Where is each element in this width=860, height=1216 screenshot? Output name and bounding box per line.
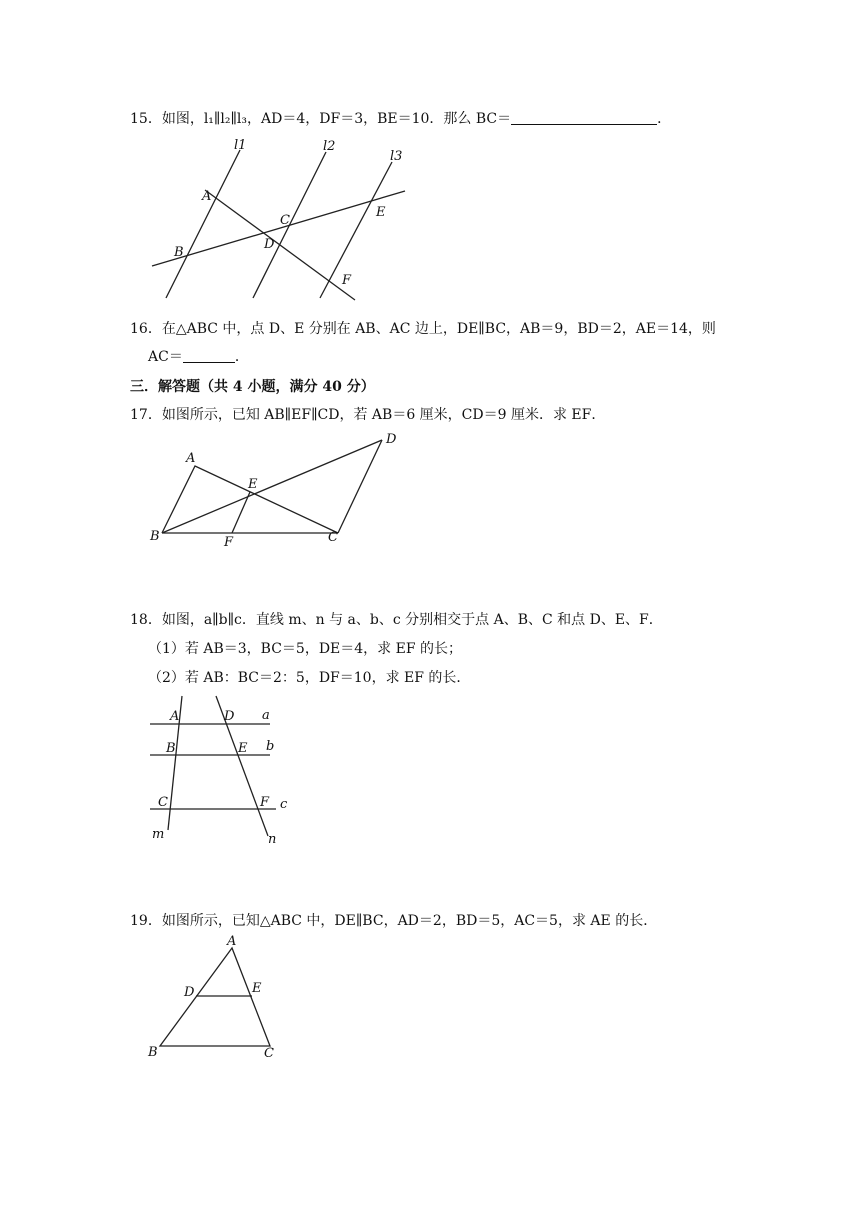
q18-label-a-point: A xyxy=(170,709,180,724)
q19-figure xyxy=(140,932,290,1062)
q16-stem: 16．在△ABC 中，点 D、E 分别在 AB、AC 边上，DE∥BC，AB＝9，BD＝2，AE＝14，则 xyxy=(130,321,716,337)
q15-figure xyxy=(140,136,430,308)
q19-label-c: C xyxy=(264,1046,274,1061)
q18-label-line-c: c xyxy=(280,797,288,812)
q15-transversal-be xyxy=(152,191,405,266)
q18-figure xyxy=(140,692,310,852)
q18-part1: （1）若 AB＝3，BC＝5，DE＝4，求 EF 的长； xyxy=(148,641,463,657)
q17-text xyxy=(130,404,605,424)
q15-label-l2: l2 xyxy=(323,139,336,154)
q15-label-c: C xyxy=(280,213,290,228)
q19-label-e: E xyxy=(252,981,262,996)
q17-label-a: A xyxy=(186,451,196,466)
q19-stem: 19．如图所示，已知△ABC 中，DE∥BC，AD＝2，BD＝5，AC＝5，求 AE 的长． xyxy=(130,913,658,929)
q18-label-line-m: m xyxy=(152,827,165,842)
section-3-heading: 三．解答题（共 4 小题，满分 40 分） xyxy=(130,379,375,395)
q18-text xyxy=(130,609,663,629)
q16-answer-blank[interactable] xyxy=(183,348,235,363)
q17-segment-cd xyxy=(338,440,382,533)
q17-label-f: F xyxy=(224,535,234,550)
q15-label-e: E xyxy=(376,205,386,220)
q17-label-d: D xyxy=(386,432,397,447)
q17-label-c: C xyxy=(328,530,338,545)
q18-part2: （2）若 AB：BC＝2：5，DF＝10，求 EF 的长． xyxy=(148,670,471,686)
q18-label-line-n: n xyxy=(268,832,277,847)
q18-label-b-point: B xyxy=(166,741,176,756)
q15-answer-blank[interactable] xyxy=(511,110,657,125)
q15-text xyxy=(130,108,671,128)
q15-stem: 15．如图，l₁∥l₂∥l₃，AD＝4，DF＝3，BE＝10．那么 BC＝ xyxy=(130,111,512,127)
q15-label-l1: l1 xyxy=(234,138,247,153)
q15-line-l1 xyxy=(166,150,240,298)
q17-label-e: E xyxy=(248,477,258,492)
q19-triangle-abc xyxy=(160,948,270,1046)
q17-segment-ef xyxy=(232,492,250,533)
q15-label-b: B xyxy=(174,245,184,260)
q15-label-d: D xyxy=(264,237,275,252)
q15-label-a: A xyxy=(202,189,212,204)
q18-label-line-a: a xyxy=(262,708,270,723)
q17-figure xyxy=(140,428,410,554)
q17-stem: 17．如图所示，已知 AB∥EF∥CD，若 AB＝6 厘米，CD＝9 厘米．求 EF． xyxy=(130,407,606,423)
q15-end: ． xyxy=(657,111,672,127)
q18-stem: 18．如图，a∥b∥c．直线 m、n 与 a、b、c 分别相交于点 A、B、C 和点 D、E、F． xyxy=(130,612,663,628)
q19-label-d: D xyxy=(184,985,195,1000)
q16-text xyxy=(130,318,716,338)
q15-label-f: F xyxy=(342,273,352,288)
q19-text xyxy=(130,910,657,930)
q17-label-b: B xyxy=(150,529,160,544)
q16-end: ． xyxy=(234,349,249,365)
q18-label-f-point: F xyxy=(260,795,270,810)
q15-line-l3 xyxy=(320,162,392,298)
q18-label-d-point: D xyxy=(224,709,235,724)
q19-label-b: B xyxy=(148,1045,158,1060)
q15-transversal-af xyxy=(205,190,355,300)
q18-label-e-point: E xyxy=(238,741,248,756)
q18-label-line-b: b xyxy=(266,739,275,754)
q19-label-a: A xyxy=(227,934,237,949)
q16-prefix: AC＝ xyxy=(148,349,183,365)
q15-label-l3: l3 xyxy=(390,149,403,164)
q16-line2 xyxy=(148,346,249,366)
q18-label-c-point: C xyxy=(158,795,168,810)
